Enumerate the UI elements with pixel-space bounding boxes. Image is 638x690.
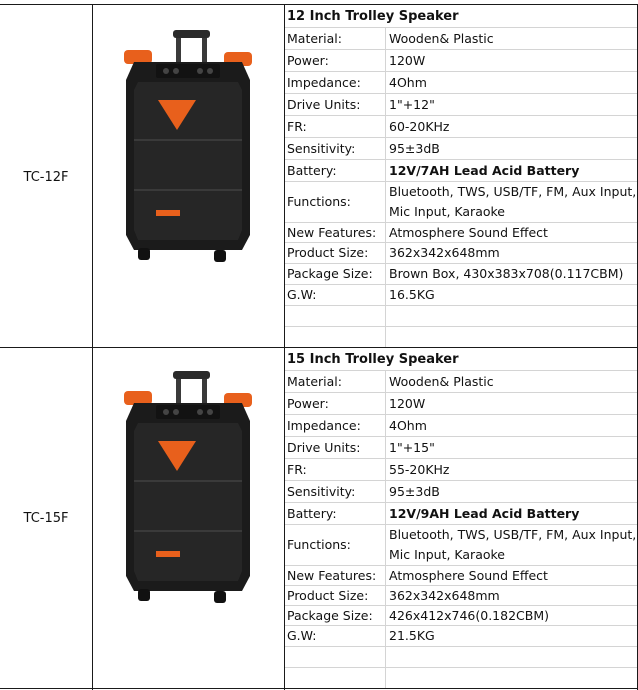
- spec-value: 95±3dB: [389, 484, 440, 499]
- speaker-image: [118, 371, 258, 609]
- spec-value: 120W: [389, 396, 426, 411]
- model-cell: TC-15F: [23, 511, 69, 526]
- speaker-image: [118, 30, 258, 268]
- col-border: [284, 347, 285, 690]
- spec-value: Atmosphere Sound Effect: [389, 568, 548, 583]
- block-top-border: [0, 347, 638, 348]
- spec-label: Impedance:: [287, 418, 361, 433]
- gridline: [385, 27, 386, 347]
- col-border: [92, 4, 93, 348]
- spec-label: G.W:: [287, 287, 317, 302]
- spec-label: New Features:: [287, 568, 377, 583]
- spec-value: 362x342x648mm: [389, 245, 500, 260]
- gridline: [385, 370, 386, 688]
- spec-value: 12V/9AH Lead Acid Battery: [389, 506, 580, 521]
- spec-label: Material:: [287, 31, 342, 46]
- spec-label: Battery:: [287, 163, 337, 178]
- spec-label: Drive Units:: [287, 97, 361, 112]
- spec-value: 120W: [389, 53, 426, 68]
- spec-label: Power:: [287, 53, 329, 68]
- spec-value: 21.5KG: [389, 628, 435, 643]
- spec-label: Material:: [287, 374, 342, 389]
- spec-value: 362x342x648mm: [389, 588, 500, 603]
- spec-value: 16.5KG: [389, 287, 435, 302]
- spec-label: Product Size:: [287, 245, 369, 260]
- spec-label: Battery:: [287, 506, 337, 521]
- spec-label: Package Size:: [287, 608, 373, 623]
- block-bottom-border: [0, 688, 638, 689]
- spec-label: G.W:: [287, 628, 317, 643]
- spec-label: Sensitivity:: [287, 484, 356, 499]
- model-cell: TC-12F: [23, 170, 69, 185]
- spec-label: FR:: [287, 119, 307, 134]
- spec-label: Sensitivity:: [287, 141, 356, 156]
- spec-value-line2: Mic Input, Karaoke: [389, 204, 505, 219]
- spec-label: Package Size:: [287, 266, 373, 281]
- spec-label: New Features:: [287, 225, 377, 240]
- spec-value: Brown Box, 430x383x708(0.117CBM): [389, 266, 624, 281]
- spec-label: Drive Units:: [287, 440, 361, 455]
- spec-value: 55-20KHz: [389, 462, 450, 477]
- spec-value: 1"+15": [389, 440, 435, 455]
- spec-value: Wooden& Plastic: [389, 31, 494, 46]
- spec-label: Functions:: [287, 537, 351, 552]
- spec-label: Impedance:: [287, 75, 361, 90]
- product-title: 12 Inch Trolley Speaker: [287, 9, 459, 24]
- spec-label: Power:: [287, 396, 329, 411]
- spec-value: 4Ohm: [389, 418, 427, 433]
- spec-label: Product Size:: [287, 588, 369, 603]
- spec-value: 95±3dB: [389, 141, 440, 156]
- spec-value: Bluetooth, TWS, USB/TF, FM, Aux Input,: [389, 527, 637, 542]
- spec-value: Bluetooth, TWS, USB/TF, FM, Aux Input,: [389, 184, 637, 199]
- spec-value: Wooden& Plastic: [389, 374, 494, 389]
- spec-value: 426x412x746(0.182CBM): [389, 608, 549, 623]
- spec-value: 60-20KHz: [389, 119, 450, 134]
- spec-value: 12V/7AH Lead Acid Battery: [389, 163, 580, 178]
- product-title: 15 Inch Trolley Speaker: [287, 352, 459, 367]
- spec-value: Atmosphere Sound Effect: [389, 225, 548, 240]
- spec-label: Functions:: [287, 194, 351, 209]
- spec-value-line2: Mic Input, Karaoke: [389, 547, 505, 562]
- spec-value: 1"+12": [389, 97, 435, 112]
- col-border: [92, 347, 93, 690]
- block-top-border: [0, 4, 638, 5]
- spec-value: 4Ohm: [389, 75, 427, 90]
- spec-label: FR:: [287, 462, 307, 477]
- col-border: [284, 4, 285, 348]
